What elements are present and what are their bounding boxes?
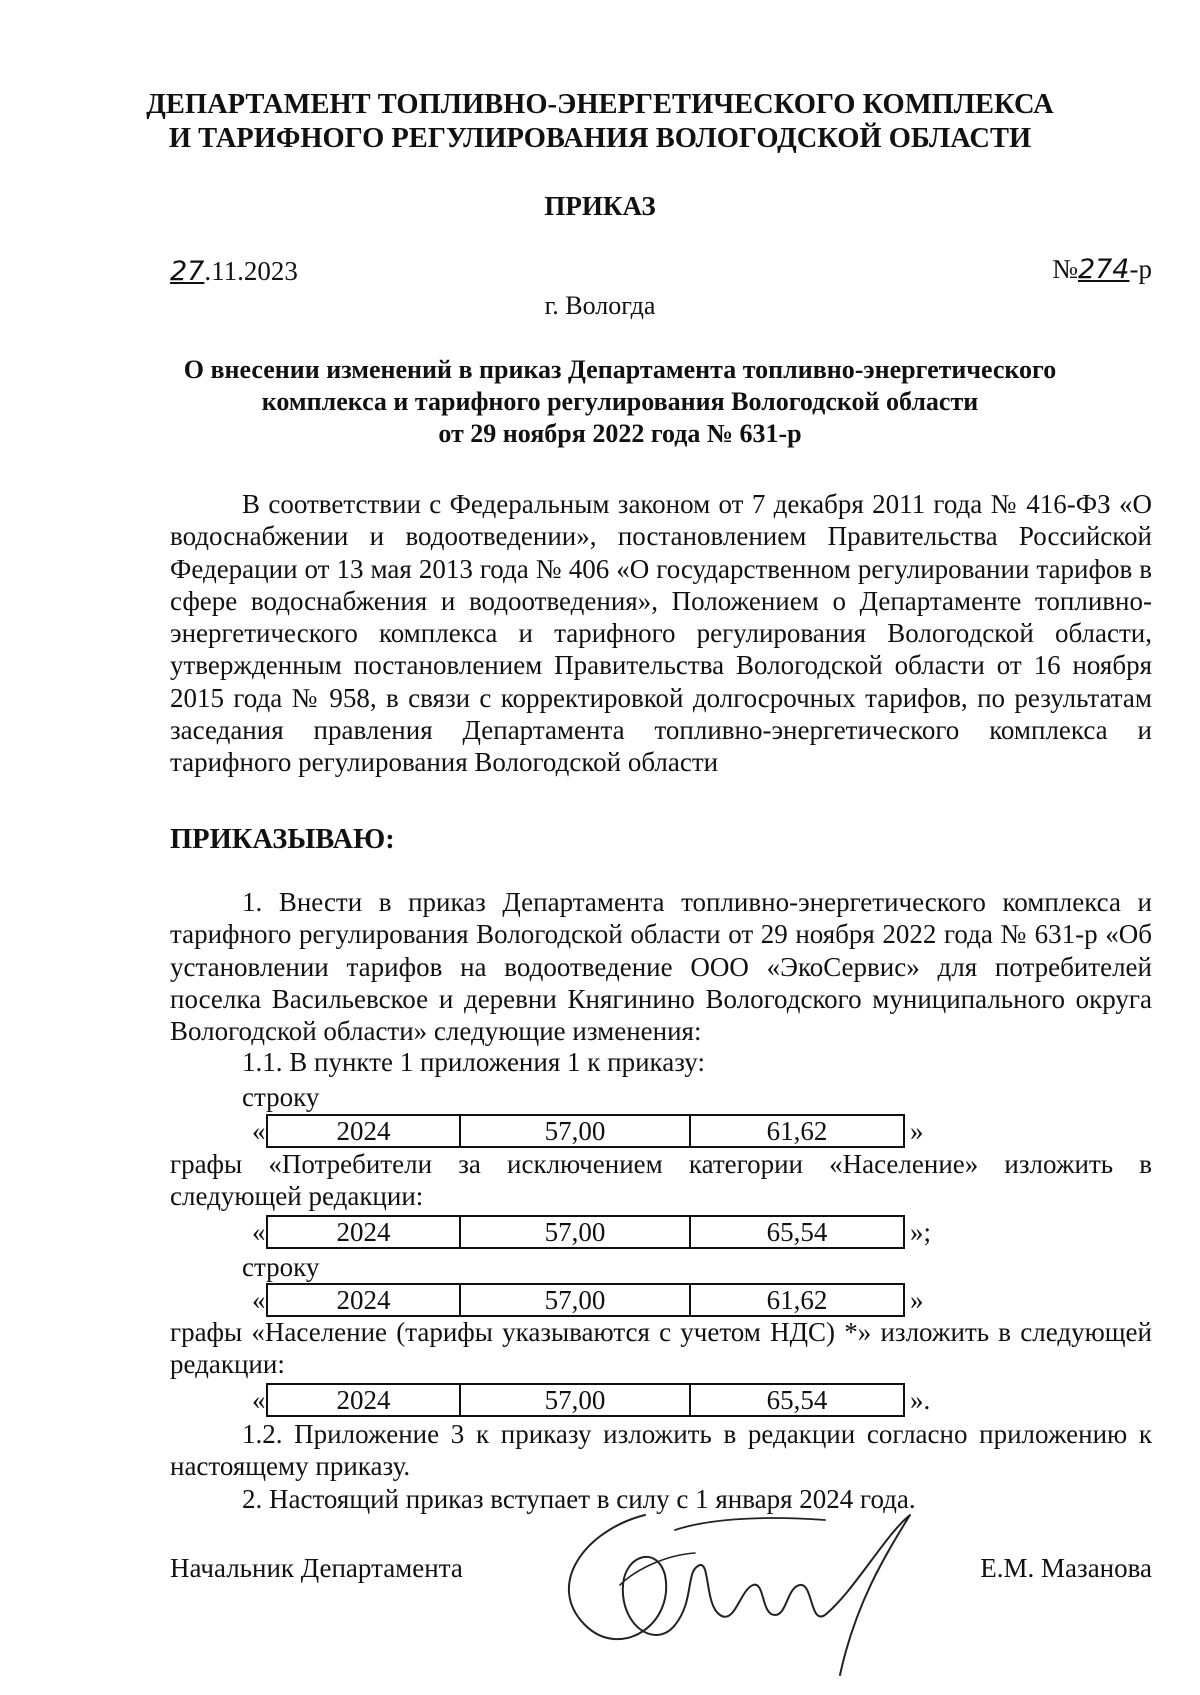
quote-open: «: [252, 1285, 266, 1315]
handwritten-signature: [525, 1475, 945, 1685]
year-cell: 2024: [268, 1285, 461, 1315]
item-1-paragraph: 1. Внести в приказ Департамента топливно-энергетического комплекса и тарифного регулирования Вологодской области от 29 ноября 2022 года № 631-р «Об установлении тарифов на водоотведение ООО «ЭкоСервис» для потребителей поселка Васильевское и деревни Княгинино Вологодского муниципального округа Вологодской области» следующие изменения:: [170, 887, 1152, 1047]
date-day-handwritten: 27: [170, 256, 205, 287]
number-handwritten: 274: [1077, 254, 1130, 285]
quote-close: »: [910, 1116, 924, 1146]
tariff-cell-2: 61,62: [766, 1285, 828, 1315]
tariff-table-row: [266, 1283, 905, 1317]
item-2-paragraph: 2. Настоящий приказ вступает в силу с 1 января 2024 года.: [242, 1484, 916, 1514]
quote-open: «: [252, 1116, 266, 1146]
tariff-cell-2: 65,54: [766, 1385, 828, 1415]
word-row-2: строку: [242, 1252, 320, 1282]
number-sign: №: [1052, 254, 1078, 284]
column-1-text: графы «Потребители за исключением категории «Население» изложить в следующей редакции:: [170, 1149, 1152, 1212]
word-row-1: строку: [242, 1082, 320, 1112]
column-2-text: графы «Население (тарифы указываются с учетом НДС) *» изложить в следующей редакции:: [170, 1317, 1152, 1380]
tariff-row-new-2: [252, 1383, 972, 1417]
quote-close: »: [910, 1285, 924, 1315]
signer-title: Начальник Департамента: [170, 1553, 463, 1583]
tariff-row-new-1: [252, 1215, 972, 1249]
tariff-row-old-2: [252, 1283, 972, 1317]
year-cell: 2024: [268, 1217, 461, 1247]
tariff-cell-1: 57,00: [461, 1285, 691, 1315]
quote-open: «: [252, 1217, 266, 1247]
document-type: ПРИКАЗ: [544, 191, 656, 221]
item-1-2-paragraph: 1.2. Приложение 3 к приказу изложить в редакции согласно приложению к настоящему приказу.: [170, 1419, 1152, 1482]
tariff-row-old-1: [252, 1114, 972, 1148]
order-date: [170, 255, 298, 288]
year-cell: 2024: [268, 1116, 461, 1146]
preamble-paragraph: В соответствии с Федеральным законом от 7 декабря 2011 года № 416-ФЗ «О водоснабжении и водоотведении», постановлением Правительства Российской Федерации от 13 мая 2013 года № 406 «О государственном регулировании тарифов в сфере водоснабжения и водоотведения», Положением о Департаменте топливно-энергетического комплекса и тарифного регулирования Вологодской области, утвержденным постановлением Правительства Вологодской области от 16 ноября 2015 года № 958, в связи с корректировкой долгосрочных тарифов, по результатам заседания правления Департамента топливно-энергетического комплекса и тарифного регулирования Вологодской области: [170, 489, 1152, 778]
quote-open: «: [252, 1385, 266, 1415]
order-subject: [120, 354, 1120, 450]
tariff-cell-1: 57,00: [461, 1217, 691, 1247]
tariff-cell-2: 65,54: [766, 1217, 828, 1247]
tariff-cell-1: 57,00: [461, 1116, 691, 1146]
tariff-table-row: [266, 1383, 905, 1417]
department-line-1: ДЕПАРТАМЕНТ ТОПЛИВНО-ЭНЕРГЕТИЧЕСКОГО КОМПЛЕКСА: [146, 89, 1054, 120]
item-1-1-paragraph: 1.1. В пункте 1 приложения 1 к приказу:: [242, 1047, 705, 1077]
department-name: [0, 88, 1200, 156]
date-month-year: .11.2023: [204, 256, 298, 286]
number-suffix: -р: [1129, 254, 1152, 284]
tariff-table-row: [266, 1114, 905, 1148]
tariff-cell-2: 61,62: [766, 1116, 828, 1146]
quote-close: ».: [910, 1385, 931, 1415]
orders-word: ПРИКАЗЫВАЮ:: [170, 824, 395, 855]
order-number: [1052, 253, 1152, 286]
city: г. Вологда: [544, 291, 656, 320]
tariff-cell-1: 57,00: [461, 1385, 691, 1415]
department-line-2: И ТАРИФНОГО РЕГУЛИРОВАНИЯ ВОЛОГОДСКОЙ ОБЛАСТИ: [168, 123, 1032, 154]
subject-line-2: комплекса и тарифного регулирования Вологодской области: [261, 387, 979, 416]
signer-name: Е.М. Мазанова: [980, 1553, 1152, 1583]
quote-close: »;: [910, 1217, 932, 1247]
year-cell: 2024: [268, 1385, 461, 1415]
subject-line-3: от 29 ноября 2022 года № 631-р: [438, 419, 802, 448]
subject-line-1: О внесении изменений в приказ Департамента топливно-энергетического: [183, 355, 1057, 384]
tariff-table-row: [266, 1215, 905, 1249]
